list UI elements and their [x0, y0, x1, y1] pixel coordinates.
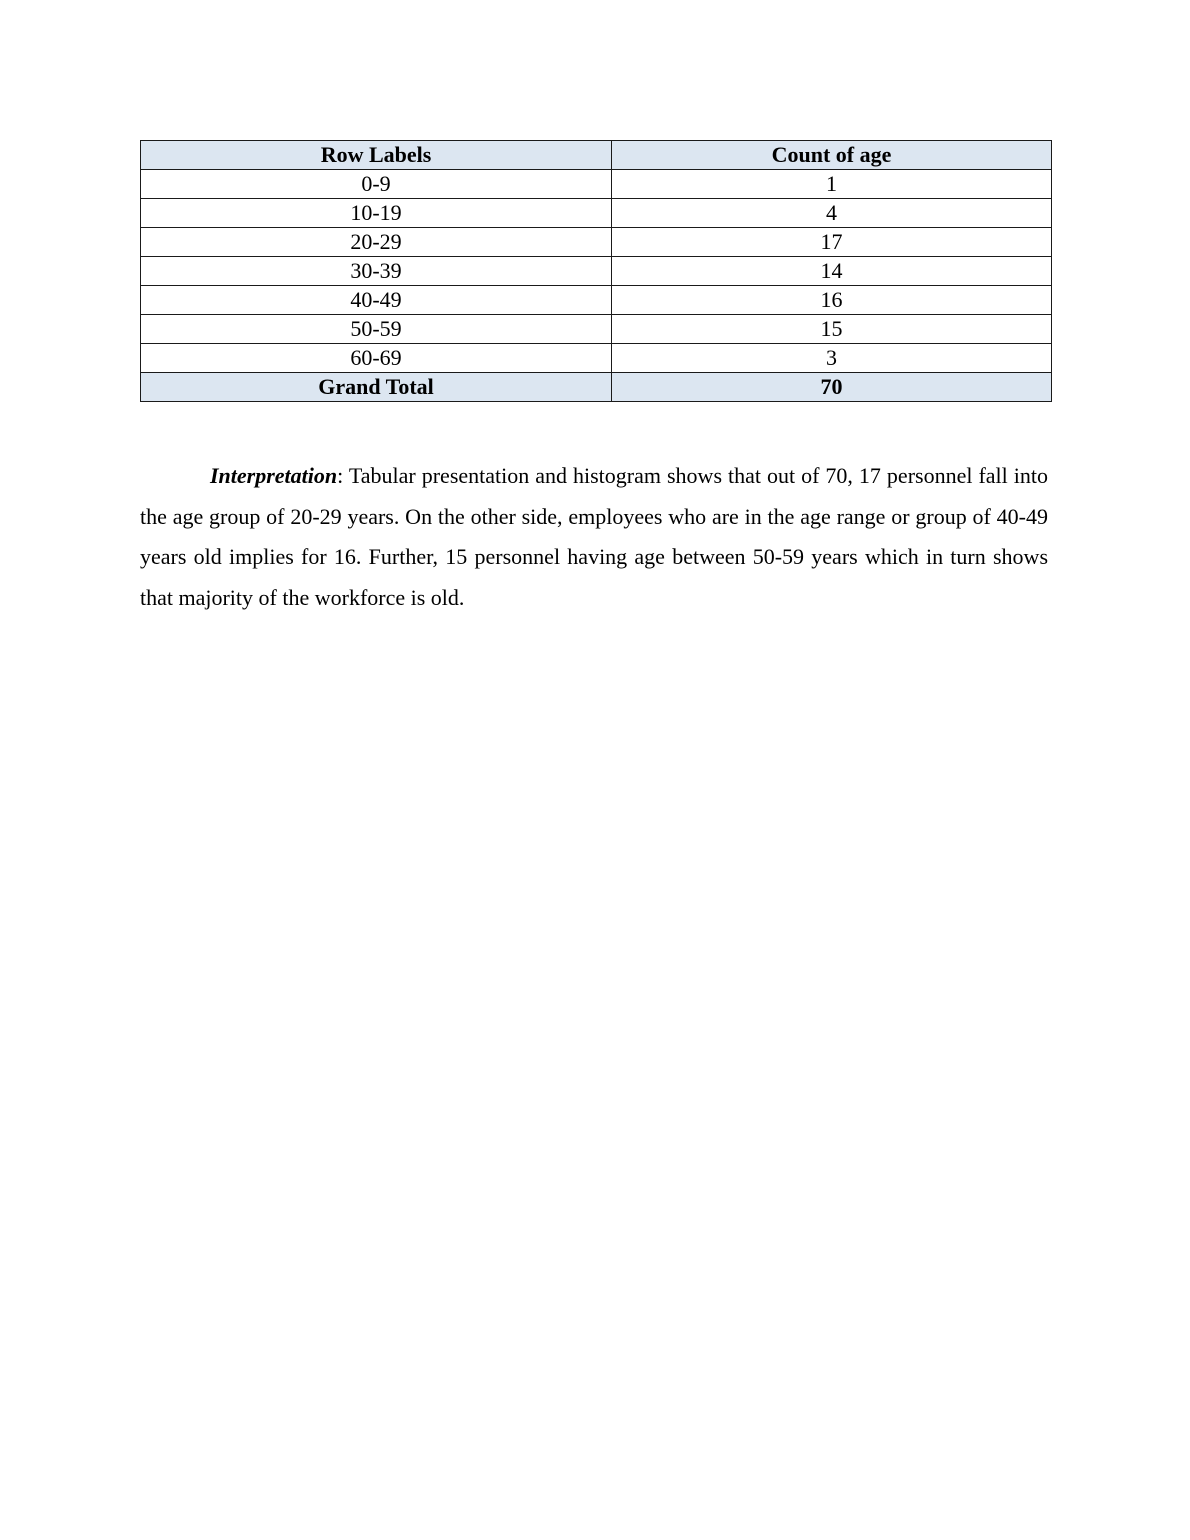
count-cell: 17 — [612, 228, 1052, 257]
column-header-row-labels: Row Labels — [141, 141, 612, 170]
interpretation-paragraph — [140, 456, 1048, 618]
row-label-cell: 60-69 — [141, 344, 612, 373]
table-header-row — [141, 141, 1052, 170]
table-row — [141, 170, 1052, 199]
row-label-cell: 30-39 — [141, 257, 612, 286]
grand-total-count: 70 — [612, 373, 1052, 402]
count-cell: 3 — [612, 344, 1052, 373]
table-row — [141, 228, 1052, 257]
table-row — [141, 257, 1052, 286]
row-label-cell: 40-49 — [141, 286, 612, 315]
column-header-count-of-age: Count of age — [612, 141, 1052, 170]
table-row — [141, 286, 1052, 315]
table-row — [141, 199, 1052, 228]
row-label-cell: 50-59 — [141, 315, 612, 344]
count-cell: 1 — [612, 170, 1052, 199]
count-cell: 14 — [612, 257, 1052, 286]
row-label-cell: 10-19 — [141, 199, 612, 228]
interpretation-text: : Tabular presentation and histogram shows that out of 70, 17 personnel fall into the age group of 20-29 years. On the other side, employees who are in the age range or group of 40-49 years old implies for 16. Further, 15 personnel having age between 50-59 years which in turn shows that majority of the workforce is old. — [140, 463, 1048, 610]
row-label-cell: 0-9 — [141, 170, 612, 199]
count-cell: 4 — [612, 199, 1052, 228]
grand-total-label: Grand Total — [141, 373, 612, 402]
row-label-cell: 20-29 — [141, 228, 612, 257]
count-cell: 15 — [612, 315, 1052, 344]
interpretation-lead: Interpretation — [210, 463, 338, 488]
age-count-table — [140, 140, 1052, 402]
grand-total-row — [141, 373, 1052, 402]
count-cell: 16 — [612, 286, 1052, 315]
table-row — [141, 344, 1052, 373]
table-row — [141, 315, 1052, 344]
